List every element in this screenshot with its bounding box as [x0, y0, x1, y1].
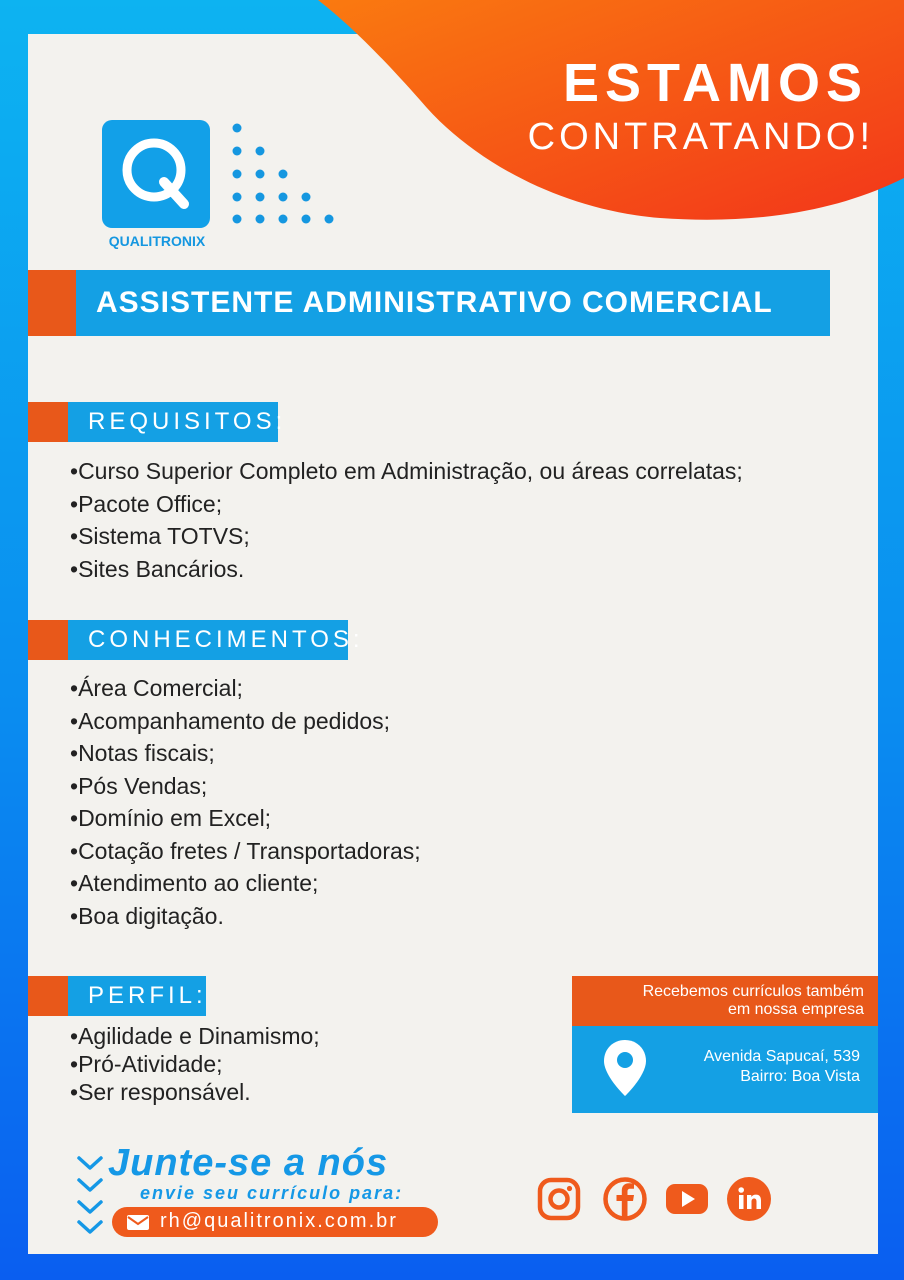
- list-item: • Pró-Atividade;: [70, 1050, 320, 1078]
- perfil-list: [70, 1022, 320, 1106]
- list-item: • Domínio em Excel;: [70, 802, 421, 835]
- accent-block: [28, 976, 68, 1016]
- headline-estamos: ESTAMOS: [562, 53, 868, 113]
- q-logo-icon: [102, 120, 210, 228]
- list-item: • Notas fiscais;: [70, 737, 421, 770]
- email-address[interactable]: rh@qualitronix.com.br: [160, 1210, 398, 1232]
- list-item: • Curso Superior Completo em Administração, ou áreas correlatas;: [70, 455, 743, 488]
- send-cv-text: envie seu currículo para:: [140, 1183, 404, 1203]
- list-item: • Cotação fretes / Transportadoras;: [70, 835, 421, 868]
- list-item: • Acompanhamento de pedidos;: [70, 705, 421, 738]
- youtube-icon[interactable]: [664, 1176, 710, 1222]
- company-logo: [102, 120, 210, 228]
- accent-block: [28, 270, 76, 336]
- location-pin-icon: [602, 1038, 648, 1098]
- instagram-icon[interactable]: [536, 1176, 582, 1222]
- list-item: • Agilidade e Dinamismo;: [70, 1022, 320, 1050]
- facebook-icon[interactable]: [602, 1176, 648, 1222]
- address-heading: [572, 976, 878, 1026]
- chevron-down-icon: [76, 1152, 104, 1236]
- list-item: • Pacote Office;: [70, 488, 743, 521]
- company-name: QUALITRONIX: [108, 233, 206, 249]
- linkedin-icon[interactable]: [726, 1176, 772, 1222]
- conhecimentos-list: [70, 672, 421, 932]
- job-title: ASSISTENTE ADMINISTRATIVO COMERCIAL: [96, 286, 773, 319]
- address-district: Bairro: Boa Vista: [740, 1068, 860, 1085]
- join-us-heading: Junte-se a nós: [108, 1142, 389, 1184]
- list-item: • Ser responsável.: [70, 1078, 320, 1106]
- headline-contratando: CONTRATANDO!: [527, 116, 874, 158]
- accent-block: [28, 402, 68, 442]
- requisitos-list: [70, 455, 743, 585]
- address-street: Avenida Sapucaí, 539: [703, 1048, 860, 1065]
- dots-decoration: [225, 118, 355, 228]
- list-item: • Pós Vendas;: [70, 770, 421, 803]
- list-item: • Boa digitação.: [70, 900, 421, 933]
- list-item: • Sites Bancários.: [70, 553, 743, 586]
- list-item: • Área Comercial;: [70, 672, 421, 705]
- section-label: PERFIL:: [88, 982, 207, 1009]
- email-pill[interactable]: [112, 1207, 438, 1237]
- address-heading-line2: em nossa empresa: [727, 1001, 864, 1018]
- address-box: [572, 1026, 878, 1113]
- list-item: • Atendimento ao cliente;: [70, 867, 421, 900]
- list-item: • Sistema TOTVS;: [70, 520, 743, 553]
- mail-icon: [126, 1214, 150, 1231]
- address-heading-line1: Recebemos currículos também: [642, 983, 864, 1000]
- accent-block: [28, 620, 68, 660]
- section-label: REQUISITOS:: [88, 408, 287, 435]
- section-label: CONHECIMENTOS:: [88, 626, 364, 653]
